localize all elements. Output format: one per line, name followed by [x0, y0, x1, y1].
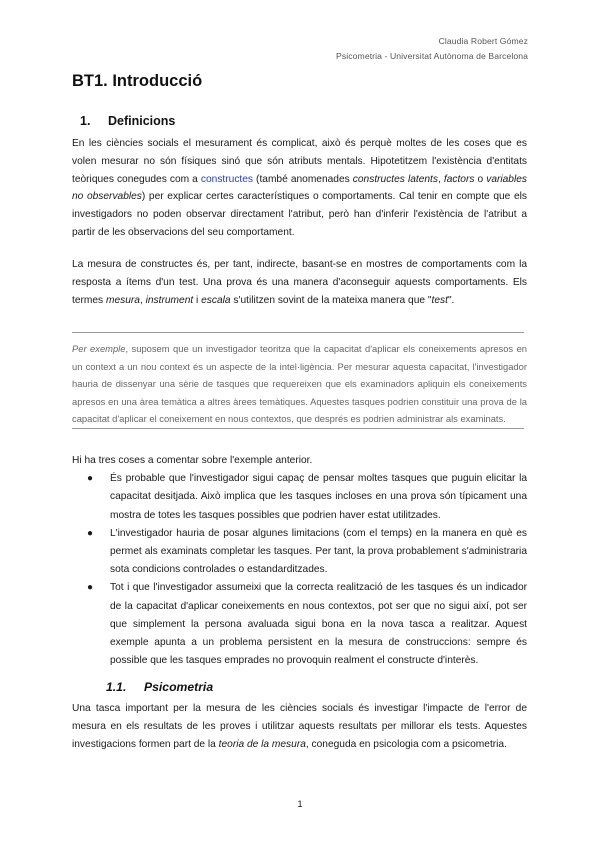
list-item — [72, 525, 527, 580]
italic-term: teoria de la mesura — [218, 738, 306, 750]
italic-term: variables no observables — [72, 173, 527, 203]
subsection-number: 1.1. — [106, 680, 127, 694]
document-title: BT1. Introducció — [72, 72, 203, 90]
page-number: 1 — [297, 799, 303, 809]
italic-term: constructes latents — [352, 173, 438, 185]
paragraph-psychometrics — [72, 700, 527, 753]
text-run: i — [193, 294, 202, 306]
bullet-section — [72, 452, 527, 670]
list-item-text: L'investigador hauria de posar algunes limitacions (com el temps) en la manera en què es permet als examinats completar les tasques. Per tant, la prova probablement s'administraria sota condicions controlades o estandarditzades. — [110, 527, 527, 576]
text-run: La mesura de constructes és, per tant, indirecte, basant-se en mostres de comportaments com la resposta a ítems d'un test. Una prova és una manera d'aconseguir aquests comportaments. Els termes — [72, 259, 527, 306]
text-run: , coneguda en psicologia com a psicometria. — [305, 738, 507, 750]
italic-term: escala — [201, 294, 231, 306]
text-run: En les ciències socials el mesurament és complicat, això és perquè moltes de les coses que es volen mesurar no són físiques sinó que són atributs mentals. Hipotetitzem l'existència d'entitats teòriques conegudes com a — [72, 138, 527, 185]
italic-term: instrument — [145, 294, 194, 306]
section-number: 1. — [80, 114, 91, 128]
bullet-icon: ● — [87, 527, 94, 539]
paragraph-definitions — [72, 135, 527, 242]
bullet-icon: ● — [87, 473, 94, 485]
italic-term: test — [431, 294, 448, 306]
constructes-link[interactable]: constructes — [200, 173, 253, 185]
bullets-intro: Hi ha tres coses a comentar sobre l'exemple anterior. — [72, 455, 313, 466]
divider-bottom — [72, 428, 524, 429]
header-course: Psicometria - Universitat Autònoma de Barcelona — [336, 51, 528, 61]
section-heading — [72, 114, 175, 128]
text-run: ". — [447, 294, 455, 306]
text-run: , — [139, 294, 146, 306]
divider-top — [72, 332, 524, 333]
text-run: Una tasca important per la mesura de les ciències socials és investigar l'impacte de l'error de mesura en els resultats de les proves i utilitzar aquests resultats per millorar els tests. Aquestes investigacions formen part de la — [72, 703, 527, 750]
subsection-title: Psicometria — [144, 680, 214, 694]
header-author: Claudia Robert Gómez — [438, 36, 528, 46]
page-header — [336, 34, 528, 64]
example-lead: Per exemple — [72, 343, 126, 354]
list-item — [72, 579, 527, 670]
subsection-heading — [106, 680, 213, 694]
text-run: o — [474, 173, 487, 185]
list-item — [72, 470, 527, 525]
paragraph-measurement — [72, 256, 527, 309]
text-run: , — [437, 173, 444, 185]
text-run: s'utilitzen sovint de la mateixa manera que " — [230, 294, 432, 306]
list-item-text: És probable que l'investigador sigui capaç de pensar moltes tasques que puguin elicitar la capacitat desitjada. Això implica que les tasques incloses en una prova són típicament una mostra de totes les tasques possibles que podrien haver estat utilitzades. — [110, 473, 527, 521]
example-text: , suposem que un investigador teoritza que la capacitat d'aplicar els coneixements apresos en un context a un nou context és un aspecte de la intel·ligència. Per mesurar aquesta capacitat, l'investigador hauria de dissenyar una sèrie de tasques que requereixen que els examinadors apliquin els coneixements apresos en una àrea temàtica a altres àrees temàtiques. Aquestes tasques podrien constituir una prova de la capacitat d'aplicar el coneixement en nous contextos, que després es podrien administrar als examinats. — [72, 343, 527, 425]
list-item-text: Tot i que l'investigador assumeixi que la correcta realització de les tasques és un indicador de la capacitat d'aplicar coneixements en nous contextos, pot ser que no sigui així, pot ser que simplement la persona avaluada sigui bona en la nova tasca a realitzar. Aquest exemple apunta a un problema persistent en la mesura de construccions: sempre és possible que les tasques emprades no provoquin realment el constructe d'interès. — [110, 582, 527, 667]
italic-term: factors — [443, 173, 475, 185]
italic-term: mesura — [105, 294, 140, 306]
example-block — [72, 340, 527, 428]
bullet-icon: ● — [87, 582, 94, 594]
text-run: (també anomenades — [253, 173, 353, 185]
bullet-list — [72, 470, 527, 670]
text-run: ) per explicar certes característiques o comportaments. Cal tenir en compte que els investigadors no poden observar directament l'atribut, però han d'inferir l'existència de l'atribut a partir de les observacions del seu comportament. — [72, 191, 527, 238]
section-title: Definicions — [108, 114, 176, 128]
